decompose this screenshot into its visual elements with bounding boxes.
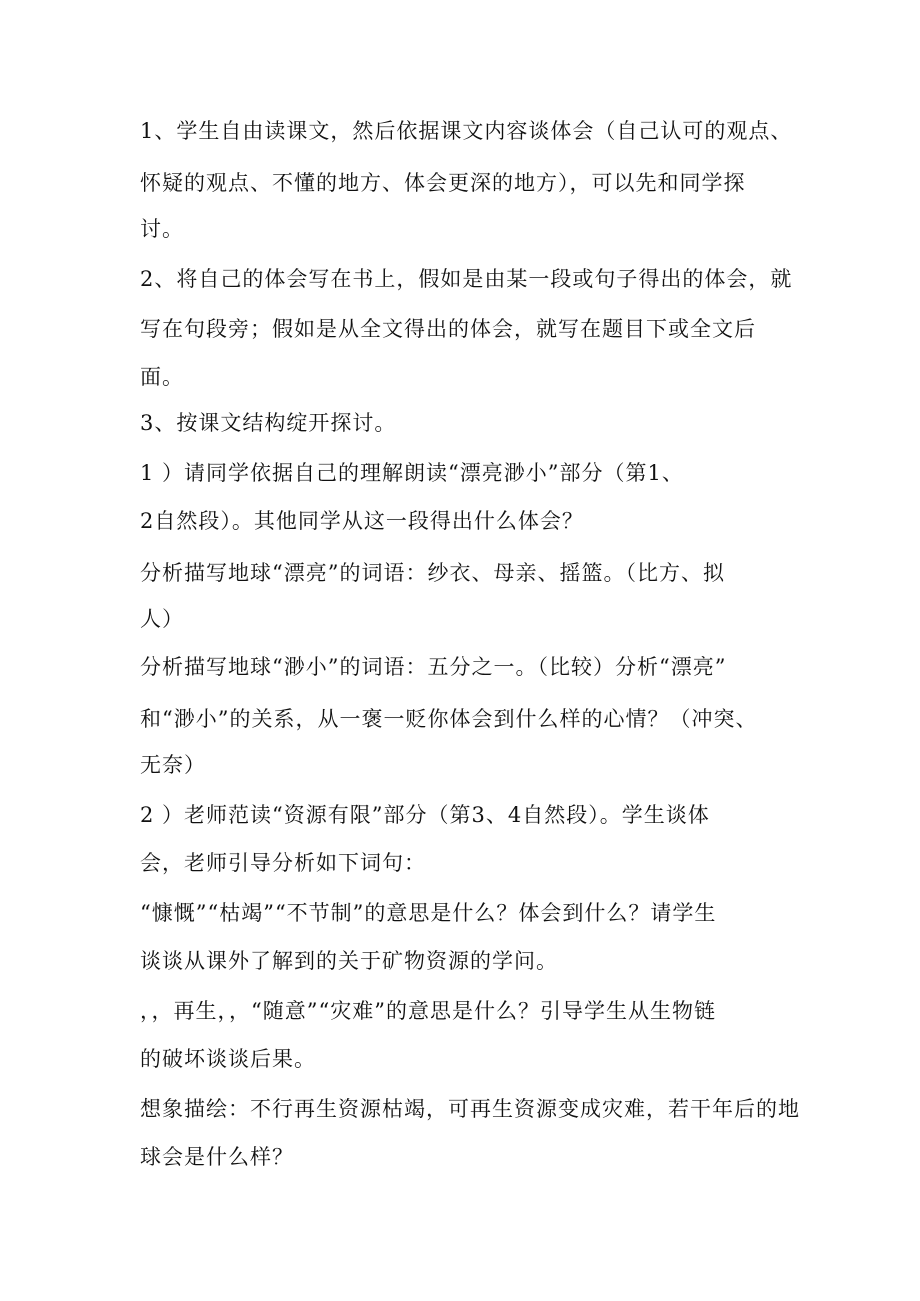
paragraph-7-line-2: 会，老师引导分析如下词句：	[140, 851, 426, 875]
paragraph-4-line-2: 2自然段）。其他同学从这一段得出什么体会？	[140, 509, 584, 533]
paragraph-7-line-1: 2 ）老师范读“资源有限”部分（第3、4自然段）。学生谈体	[140, 803, 710, 827]
paragraph-2-line-2: 写在句段旁；假如是从全文得出的体会，就写在题目下或全文后	[140, 317, 756, 341]
paragraph-5-line-1: 分析描写地球“漂亮”的词语：纱衣、母亲、摇篮。（比方、拟	[140, 561, 725, 585]
paragraph-3-line-1: 3、按课文结构绽开探讨。	[140, 411, 397, 435]
paragraph-10-line-1: 想象描绘：不行再生资源枯竭，可再生资源变成灾难，若干年后的地	[140, 1097, 800, 1121]
paragraph-9-line-1: ，，再生，，“随意”“灾难”的意思是什么？引导学生从生物链	[140, 999, 716, 1023]
paragraph-5-line-2: 人）	[140, 607, 184, 631]
paragraph-6-line-2: 和“渺小”的关系，从一褒一贬你体会到什么样的心情？（冲突、	[140, 707, 758, 731]
paragraph-8-line-2: 谈谈从课外了解到的关于矿物资源的学问。	[140, 949, 558, 973]
paragraph-4-line-1: 1 ）请同学依据自己的理解朗读“漂亮渺小”部分（第1、	[140, 461, 684, 485]
paragraph-2-line-3: 面。	[140, 365, 184, 389]
paragraph-2-line-1: 2、将自己的体会写在书上，假如是由某一段或句子得出的体会，就	[140, 267, 793, 291]
paragraph-6-line-1: 分析描写地球“渺小”的词语：五分之一。（比较）分析“漂亮”	[140, 655, 727, 679]
paragraph-1-line-3: 讨。	[140, 217, 184, 241]
paragraph-1-line-2: 怀疑的观点、不懂的地方、体会更深的地方），可以先和同学探	[140, 171, 746, 195]
paragraph-9-line-2: 的破坏谈谈后果。	[140, 1047, 316, 1071]
paragraph-10-line-2: 球会是什么样？	[140, 1145, 294, 1169]
paragraph-1-line-1: 1、学生自由读课文，然后依据课文内容谈体会（自己认可的观点、	[140, 119, 793, 143]
paragraph-6-line-3: 无奈）	[140, 753, 206, 777]
paragraph-8-line-1: “慷慨”“枯竭”“不节制”的意思是什么？体会到什么？请学生	[140, 901, 717, 925]
